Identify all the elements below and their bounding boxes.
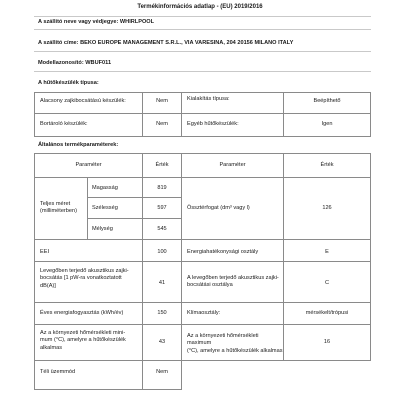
model-value: WBUF011 bbox=[85, 60, 112, 66]
height-value: 819 bbox=[157, 185, 167, 191]
appliance-type-heading bbox=[38, 80, 99, 87]
depth-name: Mélység bbox=[92, 226, 113, 232]
max-temp-value: 16 bbox=[323, 339, 331, 345]
supplier-address-line bbox=[38, 40, 293, 47]
energy-class-label: Energiahatékonysági osztály bbox=[187, 249, 259, 255]
value-header-left: Érték bbox=[155, 162, 169, 168]
document-title: Termékinformációs adatlap - (EU) 2019/2016 bbox=[137, 4, 263, 10]
eei-value: 100 bbox=[157, 249, 167, 255]
divider bbox=[34, 16, 371, 17]
height-name: Magasság bbox=[92, 185, 118, 191]
energy-class-value: E bbox=[325, 249, 329, 255]
min-temp-value: 43 bbox=[158, 339, 166, 345]
supplier-address-value: BEKO EUROPE MANAGEMENT S.R.L., VIA VARESINA, 204 20156 MILANO ITALY bbox=[80, 40, 294, 46]
appliance-type-heading-text: A hűtőkészülék típusa: bbox=[38, 80, 99, 86]
design-type-label: Kialakítás típusa: bbox=[187, 96, 230, 102]
width-value: 597 bbox=[157, 205, 167, 211]
eei-label: EEI bbox=[40, 249, 50, 255]
design-type-value: Beépíthető bbox=[313, 98, 341, 104]
width-name: Szélesség bbox=[92, 205, 118, 211]
param-header-right: Paraméter bbox=[219, 162, 246, 168]
low-noise-label: Alacsony zajkibocsátású készülék: bbox=[40, 98, 126, 104]
supplier-name-value: WHIRLPOOL bbox=[119, 19, 155, 25]
annual-energy-label: Éves energiafogyasztás (kWh/év) bbox=[40, 310, 124, 316]
winter-mode-label: Téli üzemmód bbox=[40, 369, 76, 375]
general-params-heading-text: Általános termékparaméterek: bbox=[38, 142, 119, 148]
low-noise-value: Nem bbox=[156, 98, 168, 104]
value-header-right: Érték bbox=[320, 162, 334, 168]
divider bbox=[34, 51, 371, 52]
eei-label-cell bbox=[34, 239, 143, 262]
noise-class-value: C bbox=[324, 280, 330, 286]
noise-value: 41 bbox=[158, 280, 166, 286]
general-params-heading bbox=[38, 142, 118, 149]
climate-class-value: mérsékelt/trópusi bbox=[305, 310, 349, 316]
volume-value: 126 bbox=[322, 205, 332, 211]
min-temp-label: Az a környezeti hőmérsékleti mini- mum (°C), amelyre a hűtőkészülék alkalmas bbox=[40, 330, 126, 351]
model-line bbox=[38, 60, 111, 67]
supplier-address-label: A szállító címe: bbox=[38, 40, 79, 46]
dimensions-label: Teljes méret (milliméterben) bbox=[40, 201, 77, 215]
model-label: Modellazonosító: bbox=[38, 60, 84, 66]
other-appliance-value: Igen bbox=[321, 121, 333, 127]
wine-storage-value: Nem bbox=[156, 121, 168, 127]
volume-label: Össztérfogat (dm³ vagy l) bbox=[187, 205, 250, 211]
winter-mode-value: Nem bbox=[156, 369, 168, 375]
noise-class-label: A levegőben terjedő akusztikus zajki- bocsátási osztálya bbox=[187, 275, 279, 289]
divider bbox=[34, 29, 371, 30]
other-appliance-label: Egyéb hűtőkészülék: bbox=[187, 121, 239, 127]
supplier-name-line bbox=[38, 19, 154, 26]
param-header-left: Paraméter bbox=[75, 162, 102, 168]
annual-energy-value: 150 bbox=[157, 310, 167, 316]
climate-class-label: Klímaosztály: bbox=[187, 310, 221, 316]
supplier-name-label: A szállító neve vagy védjegye: bbox=[38, 19, 119, 25]
wine-storage-label: Bortároló készülék: bbox=[40, 121, 88, 127]
depth-value: 545 bbox=[157, 226, 167, 232]
noise-label: Levegőben terjedő akusztikus zajki- bocsátás [1 pW-ra vonatkoztatott dB(A)] bbox=[40, 268, 129, 289]
divider bbox=[34, 71, 371, 72]
max-temp-label: Az a környezeti hőmérsékleti maximum (°C), amelyre a hűtőkészülék alkalmas bbox=[187, 333, 283, 354]
